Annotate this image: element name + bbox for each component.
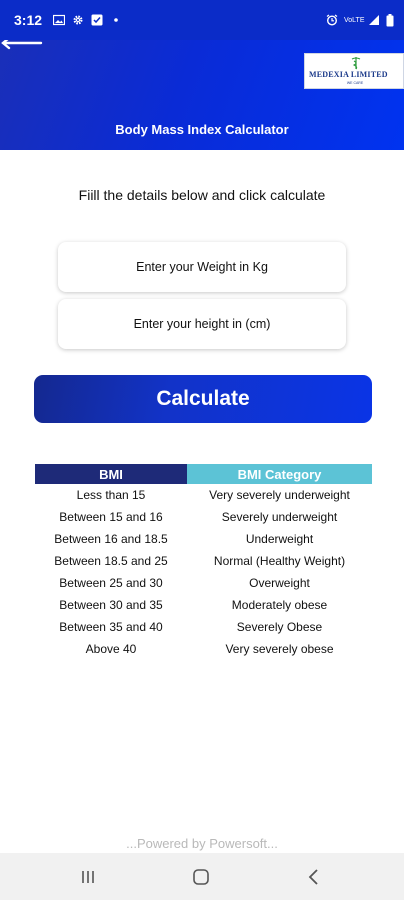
table-row xyxy=(35,616,372,638)
weight-field[interactable] xyxy=(58,242,346,292)
bmi-table xyxy=(35,464,372,660)
logo-name: MEDEXIA LIMITED xyxy=(309,70,388,79)
bmi-category-cell: Very severely underweight xyxy=(209,488,350,502)
height-field[interactable] xyxy=(58,299,346,349)
checkbox-icon xyxy=(91,14,103,26)
bmi-range-cell: Between 35 and 40 xyxy=(59,620,163,634)
table-header-row xyxy=(35,464,372,484)
bmi-category-cell: Underweight xyxy=(245,532,314,546)
app-header xyxy=(0,40,404,150)
table-row xyxy=(35,484,372,506)
page-title: Body Mass Index Calculator xyxy=(115,122,289,137)
home-icon xyxy=(192,868,210,886)
dot-icon xyxy=(110,14,122,26)
bmi-range-cell: Between 15 and 16 xyxy=(59,510,163,524)
bmi-range-cell: Above 40 xyxy=(85,642,137,656)
back-button[interactable] xyxy=(284,853,344,900)
bmi-column-header: BMI xyxy=(35,464,187,484)
bmi-category-cell: Severely underweight xyxy=(221,510,338,524)
company-logo xyxy=(304,53,404,89)
volte-icon: VoLTE xyxy=(344,16,365,24)
recents-button[interactable] xyxy=(58,853,118,900)
weight-input[interactable] xyxy=(58,242,346,292)
bmi-range-cell: Between 25 and 30 xyxy=(59,576,163,590)
height-input[interactable] xyxy=(58,299,346,349)
table-row xyxy=(35,572,372,594)
category-column-header: BMI Category xyxy=(187,464,372,484)
table-row xyxy=(35,638,372,660)
table-row xyxy=(35,506,372,528)
signal-icon xyxy=(368,14,380,26)
status-bar xyxy=(0,0,404,40)
status-time: 3:12 xyxy=(14,12,43,28)
system-nav-bar xyxy=(0,853,404,900)
table-row xyxy=(35,550,372,572)
calculate-button[interactable]: Calculate xyxy=(34,375,372,423)
battery-icon xyxy=(386,14,394,27)
bmi-category-cell: Severely Obese xyxy=(236,620,323,634)
logo-tagline: WE CARE xyxy=(346,81,364,85)
back-icon xyxy=(306,868,322,886)
arrow-left-icon[interactable] xyxy=(0,40,44,58)
bmi-category-cell: Moderately obese xyxy=(231,598,328,612)
caduceus-icon xyxy=(350,56,362,70)
bmi-category-cell: Very severely obese xyxy=(225,642,334,656)
status-right xyxy=(326,14,394,27)
powered-by-footer: ...Powered by Powersoft... xyxy=(126,836,278,851)
bmi-range-cell: Between 16 and 18.5 xyxy=(54,532,168,546)
gear-icon xyxy=(72,14,84,26)
bmi-category-cell: Normal (Healthy Weight) xyxy=(213,554,346,568)
table-row xyxy=(35,528,372,550)
recents-icon xyxy=(80,869,96,885)
instruction-text: Fiill the details below and click calculate xyxy=(78,187,326,203)
bmi-range-cell: Between 30 and 35 xyxy=(59,598,163,612)
status-left xyxy=(14,12,122,28)
bmi-range-cell: Less than 15 xyxy=(76,488,146,502)
bmi-range-cell: Between 18.5 and 25 xyxy=(54,554,168,568)
alarm-icon xyxy=(326,14,338,26)
image-icon xyxy=(53,14,65,26)
table-row xyxy=(35,594,372,616)
bmi-category-cell: Overweight xyxy=(249,576,310,590)
home-button[interactable] xyxy=(171,853,231,900)
